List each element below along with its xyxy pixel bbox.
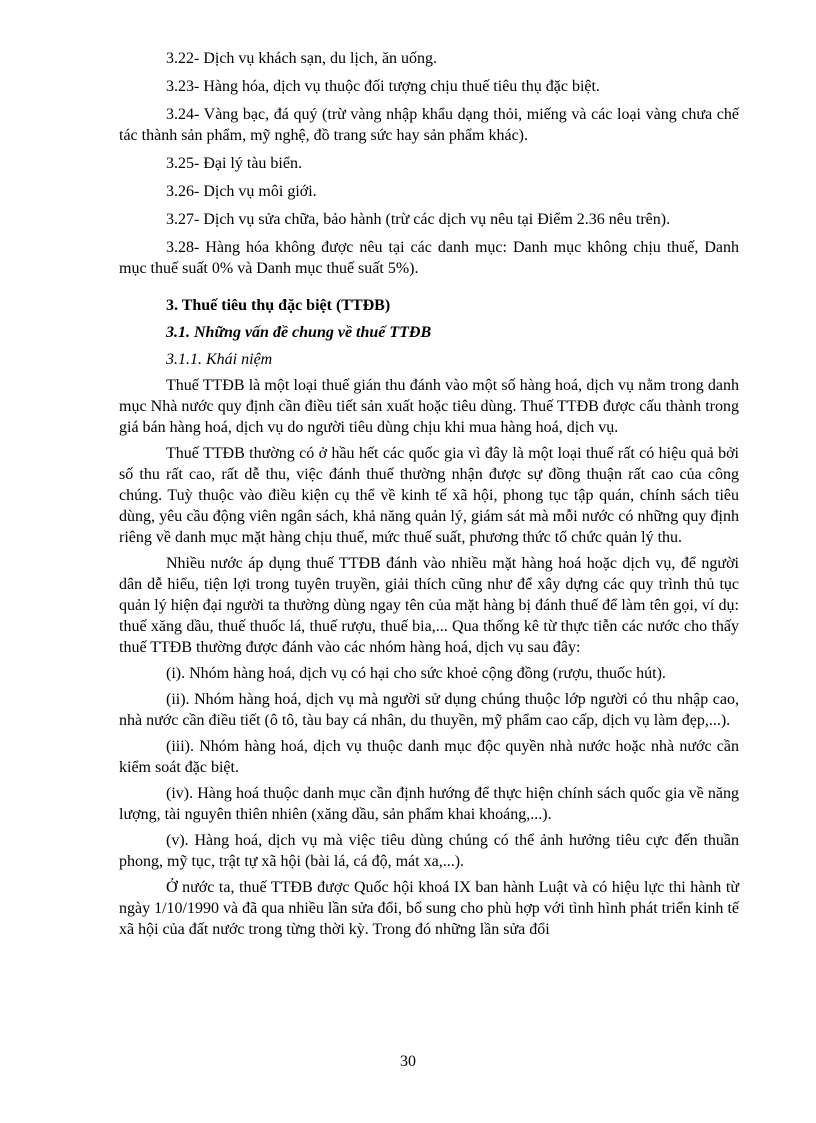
body-paragraph: Thuế TTĐB là một loại thuế gián thu đánh vào một số hàng hoá, dịch vụ nằm trong danh mục Nhà nước quy định cần điều tiết sản xuất hoặc tiêu dùng. Thuế TTĐB được cấu thành trong giá bán hàng hoá, dịch vụ do người tiêu dùng chịu khi mua hàng hoá, dịch vụ. (119, 377, 739, 436)
body-paragraph: Nhiều nước áp dụng thuế TTĐB đánh vào nhiều mặt hàng hoá hoặc dịch vụ, để người dân dễ hiểu, tiện lợi trong tuyên truyền, giải thích cũng như để xây dựng các quy trình thủ tục quản lý hiện đại người ta thường dùng ngay tên của mặt hàng bị đánh thuế để làm tên gọi, ví dụ: thuế xăng dầu, thuế thuốc lá, thuế rượu, thuế bia,... Qua thống kê từ thực tiễn các nước cho thấy thuế TTĐB thường được đánh vào các nhóm hàng hoá, dịch vụ sau đây: (119, 555, 739, 656)
closing-paragraph: Ở nước ta, thuế TTĐB được Quốc hội khoá IX ban hành Luật và có hiệu lực thi hành từ ngày 1/10/1990 và đã qua nhiều lần sửa đổi, bổ sung cho phù hợp với tình hình phát triển kinh tế xã hội của đất nước trong từng thời kỳ. Trong đó những lần sửa đổi (119, 879, 739, 938)
list-item: 3.26- Dịch vụ môi giới. (166, 183, 317, 200)
group-item: (v). Hàng hoá, dịch vụ mà việc tiêu dùng chúng có thể ảnh hưởng tiêu cực đến thuần phong, mỹ tục, trật tự xã hội (bài lá, cá độ, mát xa,...). (119, 832, 739, 870)
page-number: 30 (400, 1053, 416, 1070)
list-item: 3.25- Đại lý tàu biển. (166, 155, 302, 172)
document-page (119, 48, 739, 940)
group-item: (iii). Nhóm hàng hoá, dịch vụ thuộc danh mục độc quyền nhà nước hoặc nhà nước cần kiểm soát đặc biệt. (119, 738, 739, 776)
list-item: 3.28- Hàng hóa không được nêu tại các danh mục: Danh mục không chịu thuế, Danh mục thuế suất 0% và Danh mục thuế suất 5%). (119, 239, 739, 277)
group-item: (iv). Hàng hoá thuộc danh mục cần định hướng để thực hiện chính sách quốc gia về năng lượng, tài nguyên thiên nhiên (xăng dầu, sản phẩm khai khoáng,...). (119, 785, 739, 823)
list-item: 3.23- Hàng hóa, dịch vụ thuộc đối tượng chịu thuế tiêu thụ đặc biệt. (166, 78, 600, 95)
group-item: (i). Nhóm hàng hoá, dịch vụ có hại cho sức khoẻ cộng đồng (rượu, thuốc hút). (166, 665, 666, 682)
section-heading: 3. Thuế tiêu thụ đặc biệt (TTĐB) (166, 297, 391, 314)
list-item: 3.22- Dịch vụ khách sạn, du lịch, ăn uống. (166, 50, 438, 67)
subsubsection-heading: 3.1.1. Khái niệm (166, 351, 273, 368)
body-paragraph: Thuế TTĐB thường có ở hầu hết các quốc gia vì đây là một loại thuế rất có hiệu quả bởi số thu rất cao, rất dễ thu, việc đánh thuế thường nhận được sự đồng thuận rất cao của công chúng. Tuỳ thuộc vào điều kiện cụ thể về kinh tế xã hội, phong tục tập quán, chính sách tiêu dùng, yêu cầu động viên ngân sách, khả năng quản lý, giám sát mà mỗi nước có những quy định riêng về danh mục mặt hàng chịu thuế, mức thuế suất, phương thức tổ chức quản lý thu. (119, 445, 739, 546)
group-item: (ii). Nhóm hàng hoá, dịch vụ mà người sử dụng chúng thuộc lớp người có thu nhập cao, nhà nước cần điều tiết (ô tô, tàu bay cá nhân, du thuyền, mỹ phẩm cao cấp, dịch vụ làm đẹp,...). (119, 691, 739, 729)
list-item: 3.27- Dịch vụ sửa chữa, bảo hành (trừ các dịch vụ nêu tại Điểm 2.36 nêu trên). (166, 211, 671, 228)
list-item: 3.24- Vàng bạc, đá quý (trừ vàng nhập khẩu dạng thỏi, miếng và các loại vàng chưa chế tác thành sản phẩm, mỹ nghệ, đồ trang sức hay sản phẩm khác). (119, 106, 739, 144)
subsection-heading: 3.1. Những vấn đề chung về thuế TTĐB (166, 324, 432, 341)
